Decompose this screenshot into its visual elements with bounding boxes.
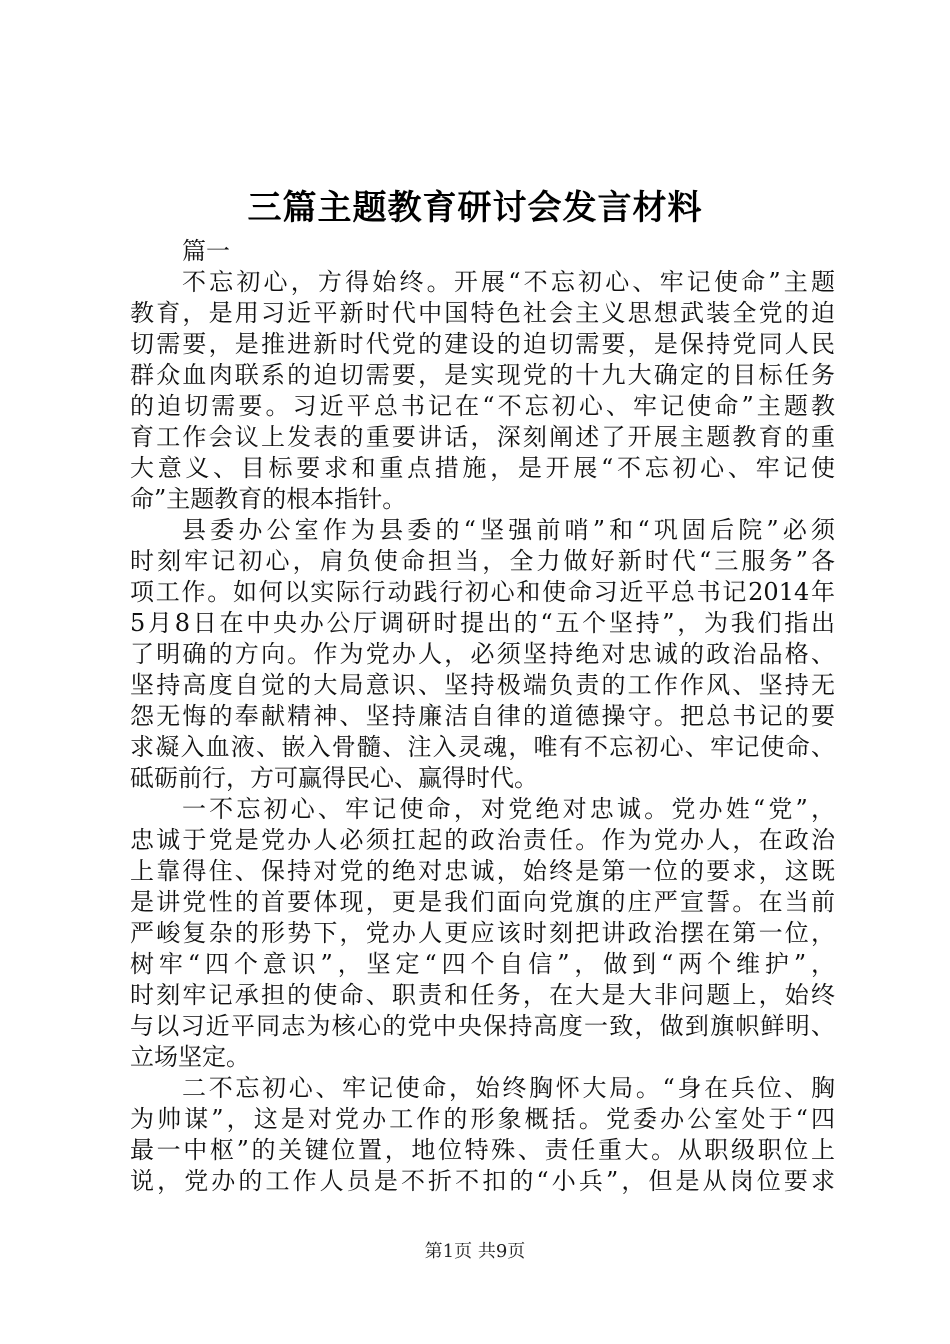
text-line: 项工作。如何以实际行动践行初心和使命习近平总书记2014年	[130, 578, 835, 606]
text-line: 切需要，是推进新时代党的建设的迫切需要，是保持党同人民	[130, 330, 835, 358]
text-line: 严峻复杂的形势下，党办人更应该时刻把讲政治摆在第一位，	[130, 919, 835, 947]
text-line: 命”主题教育的根本指针。	[130, 485, 407, 513]
text-line: 时刻牢记初心，肩负使命担当，全力做好新时代“三服务”各	[130, 547, 835, 575]
text-line: 不忘初心，方得始终。开展“不忘初心、牢记使命”主题	[182, 268, 835, 296]
text-line: 县委办公室作为县委的“坚强前哨”和“巩固后院”必须	[182, 516, 835, 544]
text-line: 的迫切需要。习近平总书记在“不忘初心、牢记使命”主题教	[130, 392, 835, 420]
text-line: 忠诚于党是党办人必须扛起的政治责任。作为党办人，在政治	[130, 826, 835, 854]
text-line: 为帅谋”，这是对党办工作的形象概括。党委办公室处于“四	[130, 1105, 835, 1133]
text-line: 上靠得住、保持对党的绝对忠诚，始终是第一位的要求，这既	[130, 857, 835, 885]
page-footer: 第1页 共9页	[424, 1241, 526, 1262]
text-line: 时刻牢记承担的使命、职责和任务，在大是大非问题上，始终	[130, 981, 835, 1009]
text-line: 坚持高度自觉的大局意识、坚持极端负责的工作作风、坚持无	[130, 671, 835, 699]
text-line: 了明确的方向。作为党办人，必须坚持绝对忠诚的政治品格、	[130, 640, 835, 668]
text-line: 树牢“四个意识”，坚定“四个自信”，做到“两个维护”，	[130, 950, 835, 978]
text-line: 5月8日在中央办公厅调研时提出的“五个坚持”，为我们指出	[130, 609, 835, 637]
text-line: 是讲党性的首要体现，更是我们面向党旗的庄严宣誓。在当前	[130, 888, 835, 916]
text-line: 篇一	[182, 237, 230, 265]
text-line: 与以习近平同志为核心的党中央保持高度一致，做到旗帜鲜明、	[130, 1012, 835, 1040]
document-title: 三篇主题教育研讨会发言材料	[247, 188, 703, 228]
text-line: 二不忘初心、牢记使命，始终胸怀大局。“身在兵位、胸	[182, 1074, 835, 1102]
text-line: 一不忘初心、牢记使命，对党绝对忠诚。党办姓“党”，	[182, 795, 835, 823]
text-line: 最一中枢”的关键位置，地位特殊、责任重大。从职级职位上	[130, 1136, 835, 1164]
text-line: 教育，是用习近平新时代中国特色社会主义思想武装全党的迫	[130, 299, 835, 327]
text-line: 育工作会议上发表的重要讲话，深刻阐述了开展主题教育的重	[130, 423, 835, 451]
text-line: 求凝入血液、嵌入骨髓、注入灵魂，唯有不忘初心、牢记使命、	[130, 733, 835, 761]
text-line: 立场坚定。	[130, 1043, 250, 1071]
text-line: 大意义、目标要求和重点措施，是开展“不忘初心、牢记使	[130, 454, 835, 482]
text-line: 群众血肉联系的迫切需要，是实现党的十九大确定的目标任务	[130, 361, 835, 389]
text-line: 砥砺前行，方可赢得民心、赢得时代。	[130, 764, 538, 792]
text-line: 怨无悔的奉献精神、坚持廉洁自律的道德操守。把总书记的要	[130, 702, 835, 730]
text-line: 说，党办的工作人员是不折不扣的“小兵”，但是从岗位要求	[130, 1167, 835, 1195]
document-body	[130, 236, 835, 1197]
